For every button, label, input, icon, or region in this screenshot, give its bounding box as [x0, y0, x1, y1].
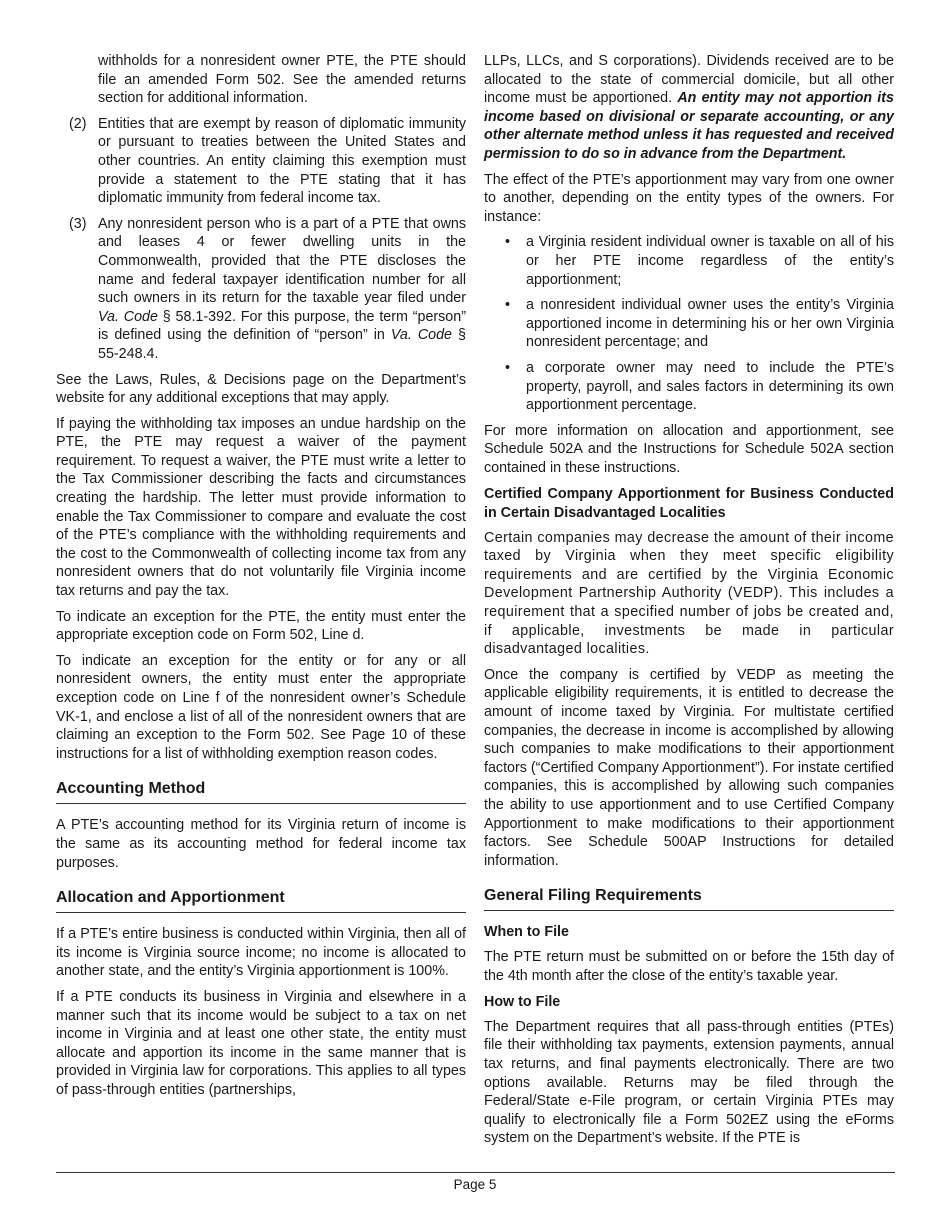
item-text-mid: § 58.1-392. For this purpose, the term “person” is defined using the definition of “person” in [98, 308, 466, 344]
item-text-post: § 55-248.4. [98, 327, 466, 362]
allocation-paragraph-2: If a PTE conducts its business in Virginia and elsewhere in a manner such that its income would be subject to a tax on net income in Virginia and at least one other state, the entity must allocate and apportion its income in the same manner that is provided in Virginia law for corporations. This applies to all types of pass-through entities (partnerships, [56, 988, 466, 1098]
item-text-pre: Any nonresident person who is a part of a PTE that owns and leases 4 or fewer dwelling units in the Commonwealth, provided that the PTE discloses the name and federal taxpayer identification number for all such owners in its return for the taxable year filed under [98, 215, 466, 307]
item-number: (3) [69, 215, 87, 232]
when-paragraph: The PTE return must be submitted on or before the 15th day of the 4th month after the close of the entity’s taxable year. [484, 948, 894, 984]
exception-entity-paragraph: To indicate an exception for the entity or for any or all nonresident owners, the entity must enter the appropriate exception code on Line f of the nonresident owner’s Schedule VK-1, and enclose a list of all of the nonresident owners that are claiming an exception to the Form 502. See Page 10 of these instructions for a list of withholding exemption reason codes. [56, 652, 466, 762]
intro-paragraph: withholds for a nonresident owner PTE, the PTE should file an amended Form 502. See the amended returns section for additional information. [98, 53, 466, 107]
bullet-item [484, 233, 894, 289]
citation: Va. Code [98, 308, 158, 325]
hardship-paragraph: If paying the withholding tax imposes an undue hardship on the PTE, the PTE may request a waiver of the payment requirement. To request a waiver, the PTE must write a letter to the Tax Commissioner describing the facts and circumstances creating the hardship. The letter must provide information to enable the Tax Commissioner to compare and evaluate the cost of the PTE’s compliance with the withholding requirements and the cost to the Commonwealth of collecting income tax from any nonresident owners that do not voluntarily file Virginia income tax returns and pay the tax. [56, 415, 466, 600]
continued-text: LLPs, LLCs, and S corporations). Dividends received are to be allocated to the state of commercial domicile, but all other income must be apportioned. [484, 53, 894, 107]
general-filing-heading: General Filing Requirements [484, 886, 894, 911]
bullet-text: a nonresident individual owner uses the entity’s Virginia apportioned income in determining his or her own Virginia nonresident percentage; and [526, 297, 894, 351]
left-column [56, 52, 466, 1107]
citation: Va. Code [390, 327, 453, 344]
bullet-icon: • [505, 359, 511, 376]
footer-divider [56, 1172, 895, 1173]
effect-paragraph: The effect of the PTE’s apportionment may vary from one owner to another, depending on the entity types of the owners. For instance: [484, 171, 894, 225]
bullet-icon: • [505, 297, 511, 314]
more-info-paragraph: For more information on allocation and apportionment, see Schedule 502A and the Instructions for Schedule 502A section contained in these instructions. [484, 422, 894, 476]
exception-pte-paragraph: To indicate an exception for the PTE, the entity must enter the appropriate exception code on Form 502, Line d. [56, 608, 466, 644]
list-item [56, 215, 466, 364]
accounting-paragraph: A PTE’s accounting method for its Virginia return of income is the same as its accounting method for federal income tax purposes. [56, 817, 466, 871]
laws-paragraph: See the Laws, Rules, & Decisions page on the Department’s website for any additional exceptions that may apply. [56, 371, 466, 407]
allocation-heading: Allocation and Apportionment [56, 888, 466, 913]
right-column [484, 52, 894, 1155]
exception-list [56, 115, 466, 364]
owner-bullet-list [484, 233, 894, 414]
how-paragraph: The Department requires that all pass-through entities (PTEs) file their withholding tax payments, extension payments, annual tax returns, and final payments electronically. There are two options available. Returns may be filed through the Federal/State e-File program, or certain Virginia PTEs may qualify to electronically file a Form 502EZ using the eForms system on the Department’s website. If the PTE is [484, 1018, 894, 1147]
when-to-file-heading: When to File [484, 924, 569, 941]
emphasis-text: An entity may not apportion its income based on divisional or separate accounting, or any other alternate method unless it has requested and received permission to do so in advance from the Department. [484, 90, 894, 162]
item-text: Entities that are exempt by reason of diplomatic immunity or pursuant to treaties between the United States and other countries. An entity claiming this exemption must provide a statement to the PTE stating that it has diplomatic immunity from federal income tax. [98, 115, 466, 207]
certain-companies-paragraph: Certain companies may decrease the amount of their income taxed by Virginia when they meet specific eligibility requirements and are certified by the Virginia Economic Development Partnership Authority (VEDP). This includes a requirement that a specified number of jobs be created and, if applicable, investments be made in particular disadvantaged localities. [484, 529, 894, 658]
how-to-file-heading: How to File [484, 994, 561, 1011]
bullet-item [484, 296, 894, 352]
allocation-paragraph-1: If a PTE’s entire business is conducted within Virginia, then all of its income is Virginia source income; no income is allocated to another state, and the entity’s Virginia apportionment is 100%. [56, 926, 466, 980]
bullet-text: a corporate owner may need to include the PTE’s property, payroll, and sales factors in determining its own apportionment percentage. [526, 359, 894, 414]
accounting-method-heading: Accounting Method [56, 779, 466, 804]
list-item [56, 115, 466, 208]
certified-heading: Certified Company Apportionment for Business Conducted in Certain Disadvantaged Localities [484, 486, 894, 522]
once-certified-paragraph: Once the company is certified by VEDP as meeting the applicable eligibility requirements, it is entitled to decrease the amount of income taxed by Virginia. For multistate certified companies, the decrease in income is accomplished by allowing such companies to make modifications to their apportionment factors (“Certified Company Apportionment”). For instate certified companies, this is accomplished by allowing such companies the ability to use apportionment and to use Certified Company Apportionment to make modifications to their apportionment factors. See Schedule 500AP Instructions for detailed information. [484, 666, 895, 869]
bullet-text: a Virginia resident individual owner is taxable on all of his or her PTE income regardless of the entity’s apportionment; [526, 234, 894, 288]
bullet-icon: • [505, 234, 511, 251]
continued-paragraph [484, 52, 894, 164]
bullet-item [484, 359, 894, 415]
page-number: Page 5 [453, 1177, 497, 1192]
item-number: (2) [69, 115, 87, 132]
